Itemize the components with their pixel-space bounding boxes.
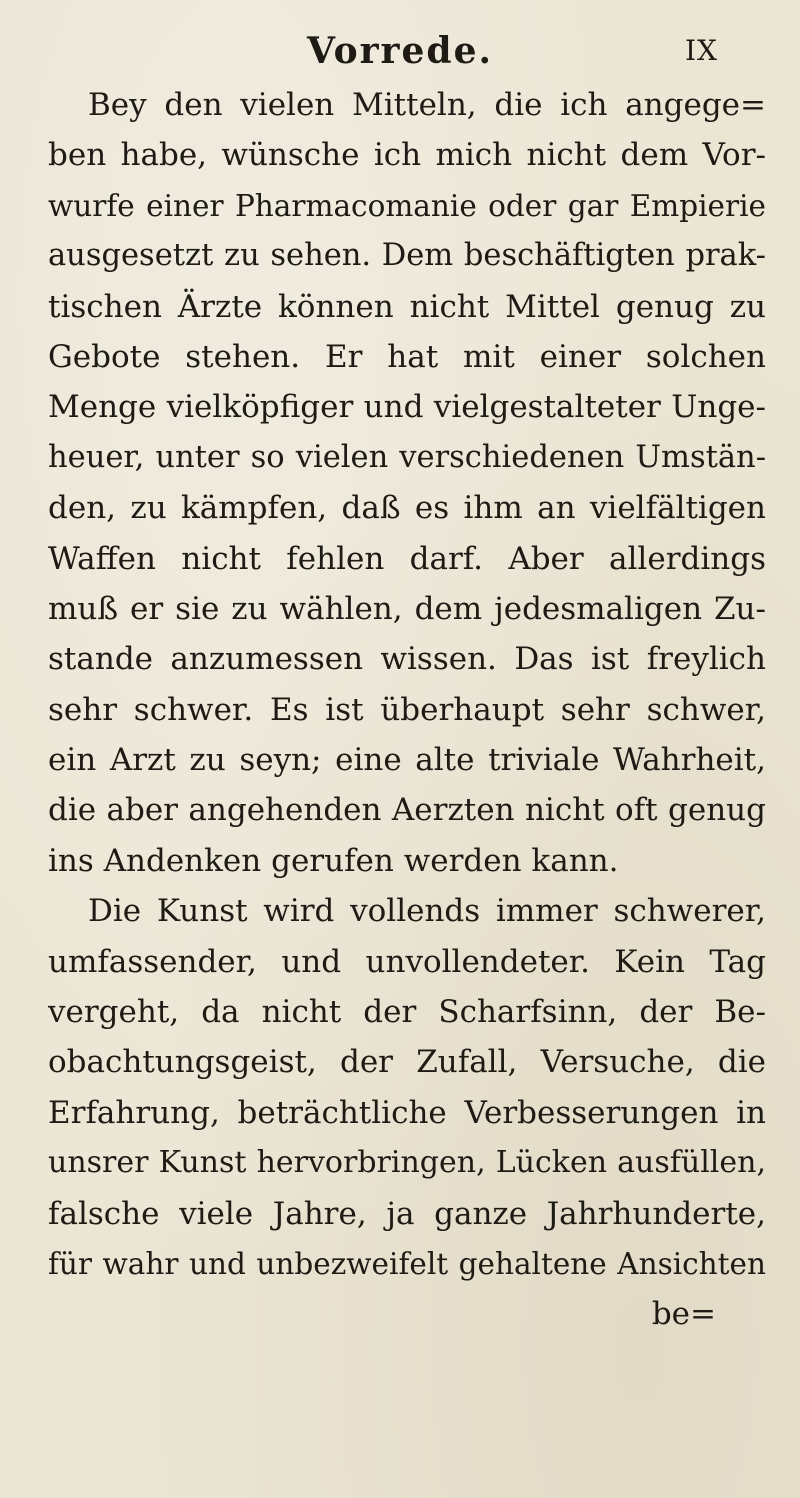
text-line: ben habe, wünsche ich mich nicht dem Vor-	[48, 137, 766, 174]
text-line: ausgesetzt zu sehen. Dem beschäftigten prak-	[48, 238, 766, 274]
text-line: für wahr und unbezweifelt gehaltene Ansichten	[48, 1246, 766, 1281]
text-line: falsche viele Jahre, ja ganze Jahrhunderte,	[48, 1195, 766, 1232]
page-number: IX	[685, 34, 718, 67]
text-line: stande anzumessen wissen. Das ist freylich	[48, 641, 766, 678]
text-line: Erfahrung, beträchtliche Verbesserungen in	[48, 1094, 766, 1131]
text-line: ins Andenken gerufen werden kann.	[48, 842, 619, 879]
text-line: tischen Ärzte können nicht Mittel genug zu	[48, 288, 766, 325]
text-line: die aber angehenden Aerzten nicht oft genug	[48, 792, 766, 829]
text-line: unsrer Kunst hervorbringen, Lücken ausfüllen,	[48, 1145, 766, 1181]
text-line: muß er sie zu wählen, dem jedesmaligen Zu-	[48, 590, 766, 627]
catchword: be=	[651, 1296, 716, 1333]
text-line: Bey den vielen Mitteln, die ich angege=	[88, 87, 766, 123]
text-line: umfassender, und unvollendeter. Kein Tag	[48, 943, 766, 980]
text-line: den, zu kämpfen, daß es ihm an vielfältigen	[48, 490, 766, 527]
text-line: Menge vielköpfiger und vielgestalteter Unge-	[48, 389, 766, 426]
text-line: obachtungsgeist, der Zufall, Versuche, die	[48, 1044, 766, 1081]
text-line: wurfe einer Pharmacomanie oder gar Empierie	[48, 188, 766, 223]
text-line: Die Kunst wird vollends immer schwerer,	[88, 893, 766, 930]
text-line: vergeht, da nicht der Scharfsinn, der Be-	[48, 994, 766, 1031]
running-head	[0, 30, 800, 74]
text-line: Gebote stehen. Er hat mit einer solchen	[48, 338, 766, 375]
text-line: ein Arzt zu seyn; eine alte triviale Wahrheit,	[48, 742, 766, 779]
body-text	[48, 80, 766, 1340]
text-line: Waffen nicht fehlen darf. Aber allerdings	[48, 540, 766, 577]
text-line: sehr schwer. Es ist überhaupt sehr schwer,	[48, 691, 766, 728]
text-line: heuer, unter so vielen verschiedenen Umstän-	[48, 439, 766, 475]
page-title: Vorrede.	[306, 30, 494, 72]
